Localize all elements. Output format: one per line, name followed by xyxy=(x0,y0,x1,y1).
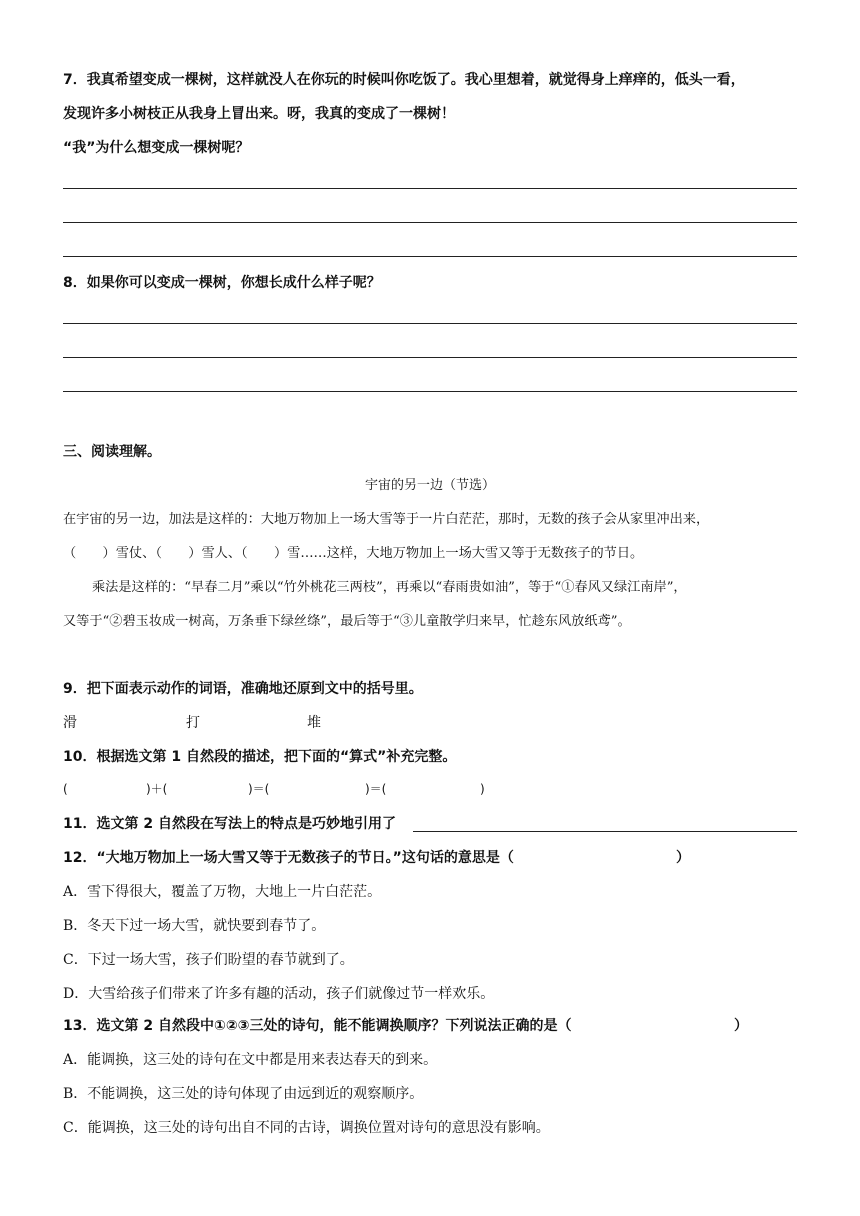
q12-answer-bracket[interactable]: ） xyxy=(676,850,690,866)
q12-option[interactable]: C．下过一场大雪，孩子们盼望的春节就到了。 xyxy=(63,952,354,968)
section-heading: 三、阅读理解。 xyxy=(63,444,161,460)
q8-answer-line[interactable] xyxy=(63,391,797,392)
q10-formula-part: ) xyxy=(480,782,485,796)
passage-para2-line1: 乘法是这样的：“早春二月”乘以“竹外桃花三两枝”，再乘以“春雨贵如油”，等于“①春风又绿江南岸”， xyxy=(92,580,687,595)
q12-option[interactable]: D．大雪给孩子们带来了许多有趣的活动，孩子们就像过节一样欢乐。 xyxy=(63,986,495,1002)
q12-option[interactable]: B．冬天下过一场大雪，就快要到春节了。 xyxy=(63,918,326,934)
q8-question: 8．如果你可以变成一棵树，你想长成什么样子呢？ xyxy=(63,275,381,291)
q7-answer-line[interactable] xyxy=(63,256,797,257)
passage-para2-line2: 又等于“②碧玉妆成一树高，万条垂下绿丝绦”，最后等于“③儿童散学归来早，忙趁东风放纸鸢”。 xyxy=(63,614,631,629)
q10-formula-part: )＝( xyxy=(248,782,270,796)
q9-word: 滑 xyxy=(63,715,77,731)
passage-para1-line2: （ ）雪仗、（ ）雪人、（ ）雪……这样，大地万物加上一场大雪又等于无数孩子的节日。 xyxy=(63,546,644,561)
passage-title: 宇宙的另一边（节选） xyxy=(364,478,495,493)
q9-word: 堆 xyxy=(307,715,321,731)
q12-question: 12．“大地万物加上一场大雪又等于无数孩子的节日。”这句话的意思是（ xyxy=(63,850,514,866)
q10-formula-part: )＋( xyxy=(146,782,168,796)
q11-question: 11．选文第 2 自然段在写法上的特点是巧妙地引用了 xyxy=(63,816,396,832)
q8-answer-line[interactable] xyxy=(63,323,797,324)
q10-question: 10．根据选文第 1 自然段的描述，把下面的“算式”补充完整。 xyxy=(63,749,457,765)
q11-answer-line[interactable] xyxy=(413,831,797,832)
q7-answer-line[interactable] xyxy=(63,222,797,223)
q7-passage-line-2: 发现许多小树枝正从我身上冒出来。呀，我真的变成了一棵树！ xyxy=(63,106,455,122)
q8-answer-line[interactable] xyxy=(63,357,797,358)
q12-option[interactable]: A．雪下得很大，覆盖了万物，大地上一片白茫茫。 xyxy=(63,884,382,900)
q9-question: 9．把下面表示动作的词语，准确地还原到文中的括号里。 xyxy=(63,681,423,697)
passage-para1-line1: 在宇宙的另一边，加法是这样的：大地万物加上一场大雪等于一片白茫茫，那时，无数的孩子会从家里冲出来， xyxy=(63,512,710,527)
q13-question: 13．选文第 2 自然段中①②③三处的诗句，能不能调换顺序？下列说法正确的是（ xyxy=(63,1018,572,1034)
q13-answer-bracket[interactable]: ） xyxy=(734,1018,748,1034)
q13-option[interactable]: A．能调换，这三处的诗句在文中都是用来表达春天的到来。 xyxy=(63,1052,438,1068)
q7-question: “我”为什么想变成一棵树呢？ xyxy=(63,140,250,156)
q13-option[interactable]: B．不能调换，这三处的诗句体现了由远到近的观察顺序。 xyxy=(63,1086,424,1102)
q9-word: 打 xyxy=(186,715,200,731)
q10-formula-part: )＝( xyxy=(365,782,387,796)
q7-answer-line[interactable] xyxy=(63,188,797,189)
q13-option[interactable]: C．能调换，这三处的诗句出自不同的古诗，调换位置对诗句的意思没有影响。 xyxy=(63,1120,550,1136)
q10-formula-part: ( xyxy=(63,782,68,796)
q7-passage-line-1: 7．我真希望变成一棵树，这样就没人在你玩的时候叫你吃饭了。我心里想着，就觉得身上痒痒的，低头一看， xyxy=(63,72,745,88)
